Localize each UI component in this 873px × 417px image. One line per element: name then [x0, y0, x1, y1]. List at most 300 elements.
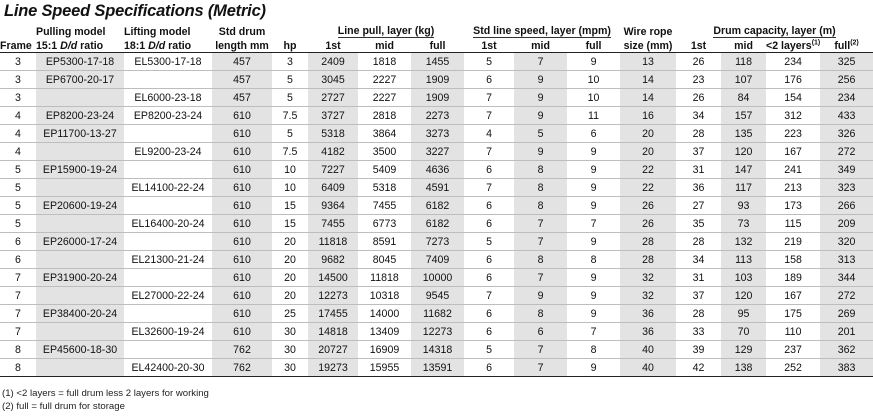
- cell-wire-size: 22: [620, 179, 676, 197]
- cell-hp: 20: [284, 271, 296, 284]
- cell-lifting-model: [124, 125, 212, 143]
- cell-wire-size: 20: [620, 143, 676, 161]
- cell-pull-mid: 13409: [369, 325, 400, 338]
- cell-hp: 15: [284, 217, 296, 230]
- cell-speed-mid: 7: [514, 269, 567, 287]
- cell-cap-mid: 70: [721, 323, 766, 341]
- cell-drum-length: 610: [212, 125, 272, 143]
- cell-cap-lt2: 176: [784, 73, 802, 86]
- cell-pulling-model: EP11700-13-27: [36, 125, 124, 143]
- cell-speed-mid: 5: [514, 125, 567, 143]
- cell-speed-full: 8: [590, 253, 597, 266]
- cell-pull-mid: 16909: [369, 343, 400, 356]
- cell-wire-size: 26: [620, 197, 676, 215]
- cell-frame: 8: [15, 361, 21, 374]
- cell-cap-mid: 120: [721, 287, 766, 305]
- header-pull-1st: 1st: [325, 39, 341, 52]
- cell-lifting-model: EP8200-23-24: [133, 109, 203, 122]
- cell-cap-mid: 73: [721, 215, 766, 233]
- cell-speed-mid: 8: [514, 251, 567, 269]
- cell-pull-full: 11682: [411, 305, 464, 323]
- cell-cap-lt2: 241: [784, 163, 802, 176]
- cell-drum-length: 610: [212, 107, 272, 125]
- cell-drum-length: 610: [212, 251, 272, 269]
- header-wire-size: size (mm): [623, 39, 673, 52]
- cell-cap-full: 313: [820, 251, 873, 269]
- table-row: [0, 143, 873, 161]
- cell-cap-full: 201: [820, 323, 873, 341]
- cell-cap-full: 234: [820, 89, 873, 107]
- header-pulling-model: Pulling model: [36, 25, 106, 38]
- cell-drum-length: 610: [212, 287, 272, 305]
- cell-wire-size: 14: [620, 89, 676, 107]
- cell-drum-length: 610: [212, 269, 272, 287]
- cell-cap-lt2: 167: [784, 145, 802, 158]
- table-row: [0, 269, 873, 287]
- cell-lifting-model: [124, 197, 212, 215]
- cell-cap-1st: 28: [692, 307, 705, 320]
- header-speed-1st: 1st: [481, 39, 497, 52]
- cell-pulling-model: [36, 215, 124, 233]
- cell-cap-full: 269: [820, 305, 873, 323]
- cell-lifting-model: EL42400-20-30: [131, 361, 205, 374]
- header-blank: [0, 24, 36, 38]
- header-drum-length: Std drum: [218, 25, 266, 38]
- cell-drum-length: 457: [212, 89, 272, 107]
- cell-pulling-model: EP26000-17-24: [36, 233, 124, 251]
- cell-cap-1st: 42: [692, 361, 705, 374]
- cell-speed-1st: 6: [486, 73, 492, 86]
- cell-speed-mid: 9: [514, 287, 567, 305]
- cell-pulling-model: EP38400-20-24: [36, 305, 124, 323]
- table-row: [0, 53, 873, 71]
- cell-speed-full: 9: [590, 55, 597, 68]
- cell-speed-mid: 8: [514, 305, 567, 323]
- cell-hp: 30: [284, 343, 296, 356]
- cell-cap-lt2: 312: [784, 109, 802, 122]
- cell-pulling-model: [36, 143, 124, 161]
- cell-pull-mid: 11818: [370, 271, 399, 284]
- cell-pulling-model: [36, 179, 124, 197]
- cell-cap-1st: 35: [692, 217, 705, 230]
- cell-cap-full: 383: [820, 359, 873, 377]
- cell-speed-mid: 9: [514, 89, 567, 107]
- cell-speed-1st: 6: [486, 163, 492, 176]
- header-wire-rope: Wire rope: [623, 25, 673, 38]
- cell-lifting-model: EL14100-22-24: [131, 181, 205, 194]
- cell-cap-mid: 103: [721, 269, 766, 287]
- cell-speed-mid: 8: [514, 179, 567, 197]
- cell-lifting-model: EL9200-23-24: [134, 145, 202, 158]
- cell-cap-full: 344: [820, 269, 873, 287]
- cell-pull-full: 12273: [411, 323, 464, 341]
- table-row: [0, 215, 873, 233]
- cell-hp: 5: [287, 73, 293, 86]
- cell-pull-1st: 19273: [308, 359, 358, 377]
- cell-wire-size: 40: [620, 341, 676, 359]
- cell-drum-length: 610: [212, 143, 272, 161]
- cell-pull-1st: 3727: [308, 107, 358, 125]
- header-cap-lt2: <2 layers$^{(1)}$: [766, 38, 821, 52]
- cell-pulling-model: EP15900-19-24: [36, 161, 124, 179]
- cell-pulling-model: EP5300-17-18: [36, 53, 124, 71]
- cell-pull-1st: 7227: [308, 161, 358, 179]
- cell-hp: 5: [287, 127, 293, 140]
- cell-frame: 8: [15, 343, 21, 356]
- cell-speed-1st: 6: [486, 325, 492, 338]
- cell-drum-length: 610: [212, 179, 272, 197]
- cell-hp: 25: [284, 307, 296, 320]
- cell-pull-1st: 12273: [308, 287, 358, 305]
- cell-speed-full: 10: [587, 73, 600, 86]
- cell-cap-mid: 157: [721, 107, 766, 125]
- cell-frame: 7: [15, 307, 21, 320]
- footnote-2: (2) full = full drum for storage: [2, 400, 125, 412]
- cell-speed-full: 10: [587, 91, 600, 104]
- table-row: [0, 287, 873, 305]
- cell-drum-length: 610: [212, 197, 272, 215]
- cell-cap-lt2: 189: [784, 271, 802, 284]
- line-speed-table: [0, 24, 873, 377]
- cell-speed-full: 11: [588, 109, 600, 122]
- cell-cap-mid: 120: [721, 143, 766, 161]
- cell-hp: 30: [284, 325, 296, 338]
- cell-pulling-model: [36, 287, 124, 305]
- cell-drum-length: 610: [212, 215, 272, 233]
- cell-cap-mid: 113: [721, 251, 766, 269]
- cell-pull-full: 4591: [411, 179, 464, 197]
- cell-speed-mid: 9: [514, 143, 567, 161]
- cell-frame: 5: [15, 163, 21, 176]
- cell-pull-1st: 14500: [308, 269, 358, 287]
- cell-frame: 3: [15, 55, 21, 68]
- cell-frame: 5: [15, 181, 21, 194]
- cell-speed-1st: 4: [486, 127, 492, 140]
- cell-lifting-model: EL32600-19-24: [131, 325, 205, 338]
- cell-cap-lt2: 167: [784, 289, 802, 302]
- cell-wire-size: 22: [620, 161, 676, 179]
- cell-drum-length: 762: [212, 341, 272, 359]
- cell-pull-1st: 2409: [308, 53, 358, 71]
- cell-cap-1st: 34: [692, 109, 705, 122]
- cell-hp: 10: [284, 181, 296, 194]
- cell-speed-full: 9: [590, 163, 597, 176]
- cell-pull-full: 3273: [411, 125, 464, 143]
- cell-frame: 3: [15, 73, 21, 86]
- cell-drum-length: 762: [212, 359, 272, 377]
- cell-hp: 30: [284, 361, 296, 374]
- cell-wire-size: 26: [620, 215, 676, 233]
- header-speed-mid: mid: [531, 39, 550, 52]
- cell-cap-full: 362: [820, 341, 873, 359]
- cell-cap-full: 349: [820, 161, 873, 179]
- cell-cap-mid: 118: [721, 53, 766, 71]
- cell-pull-mid: 5409: [372, 163, 397, 176]
- cell-cap-full: 320: [820, 233, 873, 251]
- cell-drum-length: 610: [212, 233, 272, 251]
- cell-pull-mid: 10318: [369, 289, 400, 302]
- cell-cap-lt2: 213: [784, 181, 802, 194]
- cell-pull-mid: 5318: [372, 181, 397, 194]
- cell-frame: 5: [15, 199, 21, 212]
- cell-cap-mid: 138: [721, 359, 766, 377]
- table-row: [0, 71, 873, 89]
- table-row: [0, 341, 873, 359]
- cell-cap-lt2: 158: [784, 253, 802, 266]
- cell-speed-full: 7: [590, 325, 597, 338]
- cell-pull-mid: 15955: [369, 361, 400, 374]
- cell-pull-mid: 7455: [372, 199, 397, 212]
- cell-pull-full: 6182: [411, 215, 464, 233]
- cell-pull-full: 1909: [411, 71, 464, 89]
- cell-cap-1st: 27: [692, 199, 705, 212]
- cell-drum-length: 457: [212, 71, 272, 89]
- cell-pulling-model: [36, 323, 124, 341]
- cell-speed-full: 9: [590, 361, 597, 374]
- cell-cap-full: 323: [820, 179, 873, 197]
- cell-pull-1st: 14818: [308, 323, 358, 341]
- cell-wire-size: 28: [620, 233, 676, 251]
- cell-pull-1st: 9682: [308, 251, 358, 269]
- header-frame: Frame: [0, 39, 32, 52]
- cell-hp: 5: [287, 91, 293, 104]
- header-blank: [272, 24, 308, 38]
- cell-speed-full: 9: [590, 307, 597, 320]
- header-cap-1st: 1st: [690, 39, 707, 52]
- cell-pull-full: 7273: [411, 233, 464, 251]
- cell-lifting-model: [124, 233, 212, 251]
- table-row: [0, 89, 873, 107]
- cell-speed-mid: 7: [514, 215, 567, 233]
- cell-drum-length: 610: [212, 305, 272, 323]
- cell-cap-mid: 117: [721, 179, 766, 197]
- cell-frame: 4: [15, 145, 21, 158]
- cell-pull-full: 1909: [411, 89, 464, 107]
- cell-speed-1st: 6: [486, 199, 492, 212]
- cell-pull-1st: 17455: [308, 305, 358, 323]
- cell-pull-mid: 14000: [369, 307, 400, 320]
- cell-pull-full: 10000: [411, 269, 464, 287]
- cell-cap-lt2: 173: [784, 199, 802, 212]
- cell-frame: 7: [15, 325, 21, 338]
- cell-cap-lt2: 154: [784, 91, 802, 104]
- cell-speed-full: 9: [590, 199, 597, 212]
- header-pull-mid: mid: [375, 39, 394, 52]
- cell-lifting-model: EL5300-17-18: [134, 55, 202, 68]
- footnote-1: (1) <2 layers = full drum less 2 layers for working: [2, 388, 209, 399]
- cell-pull-full: 9545: [411, 287, 464, 305]
- cell-pull-mid: 1818: [372, 55, 397, 68]
- cell-cap-lt2: 175: [784, 307, 802, 320]
- cell-speed-mid: 9: [514, 71, 567, 89]
- cell-pull-mid: 2227: [372, 91, 397, 104]
- header-pull-full: full: [429, 39, 446, 52]
- cell-cap-1st: 33: [692, 325, 705, 338]
- cell-hp: 7.5: [282, 109, 298, 122]
- page-title: Line Speed Specifications (Metric): [4, 2, 266, 20]
- cell-speed-1st: 6: [486, 217, 492, 230]
- cell-speed-mid: 7: [514, 341, 567, 359]
- cell-speed-1st: 5: [486, 55, 492, 68]
- cell-pulling-model: EP8200-23-24: [36, 107, 124, 125]
- cell-pulling-model: [36, 251, 124, 269]
- cell-pull-full: 4636: [411, 161, 464, 179]
- cell-hp: 3: [287, 55, 293, 68]
- cell-speed-1st: 7: [486, 91, 492, 104]
- cell-cap-1st: 31: [692, 163, 705, 176]
- cell-frame: 6: [15, 253, 21, 266]
- cell-cap-full: 272: [820, 143, 873, 161]
- cell-pulling-model: EP45600-18-30: [36, 341, 124, 359]
- cell-cap-lt2: 252: [784, 361, 802, 374]
- cell-wire-size: 20: [620, 125, 676, 143]
- cell-frame: 5: [15, 217, 21, 230]
- table-row: [0, 125, 873, 143]
- cell-pulling-model: EP20600-19-24: [36, 197, 124, 215]
- cell-drum-length: 610: [212, 323, 272, 341]
- cell-frame: 3: [15, 91, 21, 104]
- cell-hp: 20: [284, 235, 296, 248]
- cell-pull-mid: 8591: [372, 235, 397, 248]
- cell-cap-full: 326: [820, 125, 873, 143]
- cell-cap-lt2: 110: [784, 325, 802, 338]
- cell-speed-1st: 6: [486, 361, 492, 374]
- table-body: [0, 53, 873, 377]
- cell-wire-size: 16: [620, 107, 676, 125]
- cell-cap-mid: 147: [721, 161, 766, 179]
- cell-speed-1st: 7: [486, 181, 492, 194]
- cell-wire-size: 14: [620, 71, 676, 89]
- cell-cap-lt2: 115: [784, 217, 802, 230]
- header-cap-full: full$^{(2)}$: [834, 38, 859, 52]
- header-pulling-ratio: 15:1 D/d ratio: [36, 39, 104, 52]
- cell-pull-mid: 8045: [372, 253, 397, 266]
- cell-wire-size: 40: [620, 359, 676, 377]
- table-row: [0, 107, 873, 125]
- table-header: [0, 24, 873, 53]
- cell-frame: 7: [15, 289, 21, 302]
- cell-cap-mid: 95: [721, 305, 766, 323]
- header-hp: hp: [283, 39, 297, 52]
- cell-speed-1st: 6: [486, 271, 492, 284]
- table-row: [0, 359, 873, 377]
- cell-hp: 20: [284, 253, 296, 266]
- cell-pull-1st: 2727: [308, 89, 358, 107]
- cell-cap-full: 433: [820, 107, 873, 125]
- cell-lifting-model: [124, 161, 212, 179]
- header-capacity-group: Drum capacity, layer (m): [713, 25, 836, 37]
- cell-pull-mid: 3500: [372, 145, 397, 158]
- cell-speed-full: 9: [590, 181, 597, 194]
- cell-cap-mid: 107: [721, 71, 766, 89]
- cell-cap-full: 272: [820, 287, 873, 305]
- cell-speed-mid: 9: [514, 107, 567, 125]
- cell-wire-size: 36: [620, 305, 676, 323]
- cell-wire-size: 32: [620, 287, 676, 305]
- cell-cap-1st: 39: [692, 343, 705, 356]
- cell-speed-full: 9: [590, 235, 597, 248]
- table-row: [0, 197, 873, 215]
- table-row: [0, 323, 873, 341]
- cell-cap-1st: 37: [692, 145, 705, 158]
- cell-wire-size: 13: [620, 53, 676, 71]
- cell-pull-full: 7409: [411, 251, 464, 269]
- cell-speed-mid: 6: [514, 323, 567, 341]
- cell-lifting-model: EL16400-20-24: [131, 217, 205, 230]
- cell-lifting-model: EL27000-22-24: [131, 289, 205, 302]
- cell-speed-full: 7: [590, 217, 597, 230]
- cell-drum-length: 610: [212, 161, 272, 179]
- cell-cap-1st: 31: [692, 271, 705, 284]
- cell-cap-mid: 84: [721, 89, 766, 107]
- header-speed-full: full: [585, 39, 602, 52]
- cell-pull-1st: 20727: [308, 341, 358, 359]
- cell-pull-1st: 3045: [308, 71, 358, 89]
- table-row: [0, 251, 873, 269]
- cell-hp: 20: [284, 289, 296, 302]
- cell-speed-1st: 6: [486, 253, 492, 266]
- cell-hp: 7.5: [282, 145, 298, 158]
- cell-pulling-model: EP6700-20-17: [36, 71, 124, 89]
- cell-speed-mid: 7: [514, 359, 567, 377]
- cell-speed-mid: 8: [514, 197, 567, 215]
- cell-cap-lt2: 237: [784, 343, 802, 356]
- cell-lifting-model: [124, 341, 212, 359]
- header-lifting-model: Lifting model: [124, 25, 191, 38]
- cell-pull-mid: 2818: [372, 109, 397, 122]
- cell-speed-full: 8: [590, 343, 597, 356]
- cell-cap-1st: 23: [692, 73, 705, 86]
- cell-drum-length: 457: [212, 53, 272, 71]
- cell-pull-1st: 6409: [308, 179, 358, 197]
- cell-cap-1st: 28: [692, 127, 705, 140]
- cell-frame: 4: [15, 109, 21, 122]
- footnotes: [2, 388, 209, 413]
- cell-pull-1st: 9364: [308, 197, 358, 215]
- cell-wire-size: 28: [620, 251, 676, 269]
- cell-cap-full: 256: [820, 71, 873, 89]
- cell-lifting-model: EL21300-21-24: [131, 253, 205, 266]
- cell-cap-1st: 26: [692, 91, 705, 104]
- cell-pull-mid: 3864: [372, 127, 397, 140]
- cell-frame: 6: [15, 235, 21, 248]
- cell-pull-1st: 7455: [308, 215, 358, 233]
- cell-speed-full: 9: [590, 271, 597, 284]
- cell-wire-size: 32: [620, 269, 676, 287]
- table-row: [0, 179, 873, 197]
- cell-speed-mid: 7: [514, 53, 567, 71]
- cell-cap-lt2: 219: [784, 235, 802, 248]
- cell-pull-full: 13591: [411, 359, 464, 377]
- header-line-speed-group: Std line speed, layer (mpm): [473, 25, 611, 37]
- cell-cap-mid: 135: [721, 125, 766, 143]
- cell-cap-1st: 26: [692, 55, 705, 68]
- cell-pull-1st: 11818: [308, 233, 358, 251]
- cell-pull-full: 1455: [411, 53, 464, 71]
- cell-pull-mid: 2227: [372, 73, 397, 86]
- cell-cap-mid: 129: [721, 341, 766, 359]
- cell-speed-full: 9: [590, 145, 597, 158]
- cell-cap-lt2: 234: [784, 55, 802, 68]
- cell-speed-full: 9: [590, 289, 597, 302]
- cell-hp: 10: [284, 163, 296, 176]
- cell-cap-1st: 34: [692, 253, 705, 266]
- cell-pulling-model: EP31900-20-24: [36, 269, 124, 287]
- cell-cap-1st: 36: [692, 181, 705, 194]
- cell-wire-size: 36: [620, 323, 676, 341]
- header-cap-mid: mid: [734, 39, 753, 52]
- cell-speed-1st: 7: [486, 289, 492, 302]
